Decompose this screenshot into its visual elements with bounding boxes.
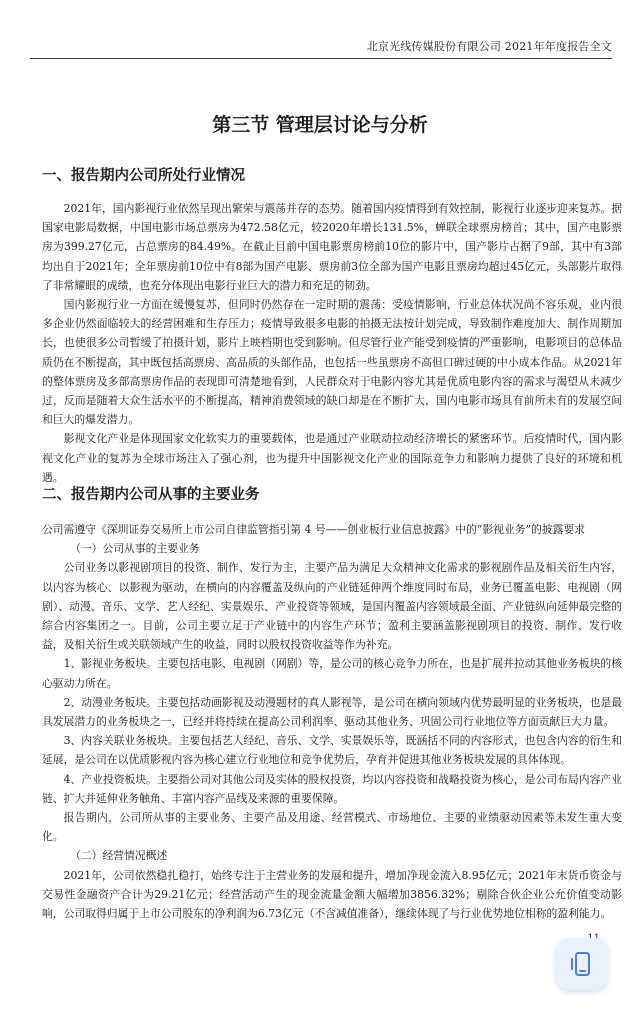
paragraph: 4、产业投资板块。主要指公司对其他公司及实体的股权投资，均以内容投资和战略投资为核心，是公司布局内容产业链、扩大并延伸业务触角、丰富内容产品线及来源的重要保障。: [42, 772, 622, 805]
paragraph: 影视文化产业是体现国家文化软实力的重要载体，也是通过产业联动拉动经济增长的紧密环节。后疫情时代，国内影视文化产业的复苏为全球市场注入了强心剂，也为提升中国影视文化产业的国际竞争力和影响力提供了良好的环境和机遇。: [42, 432, 622, 484]
subheading-operations: （二）经营情况概述: [70, 849, 168, 863]
paragraph: 2021年，国内影视行业依然呈现出繁荣与震荡并存的态势。随着国内疫情得到有效控制，影视行业逐步迎来复苏。据国家电影局数据，中国电影市场总票房为472.58亿元，较2020年增长131.5%，蝉联全球票房榜首；其中，国产电影票房为399.27亿元，占总票房的84.49%。在截止目前中国电影票房榜前10位的影片中，国产影片占据了9部，其中有3部均出自于2021年；全年票房前10位中有8部为国产电影、票房前3位全部为国产电影且票房均超过45亿元，头部影片取得了非常耀眼的成绩，也充分体现出电影行业巨大的潜力和充足的韧劲。: [42, 202, 622, 292]
phone-icon: [567, 949, 597, 979]
header-rule: [30, 58, 612, 59]
paragraph: 1、影视业务板块。主要包括电影、电视剧（网剧）等，是公司的核心竞争力所在，也是扩展并拉动其他业务板块的核心驱动力所在。: [42, 657, 622, 690]
heading-main-business: 二、报告期内公司从事的主要业务: [42, 487, 260, 503]
paragraph: 报告期内，公司所从事的主要业务、主要产品及用途、经营模式、市场地位、主要的业绩驱动因素等未发生重大变化。: [42, 811, 622, 844]
business-section-body: [42, 520, 622, 923]
disclosure-intro: 公司需遵守《深圳证券交易所上市公司自律监管指引第 4 号——创业板行业信息披露》中的“影视业务”的披露要求: [42, 523, 586, 536]
section-title: 第三节 管理层讨论与分析: [212, 114, 428, 136]
running-header: 北京光线传媒股份有限公司 2021年年度报告全文: [366, 40, 612, 53]
phone-view-button[interactable]: [556, 938, 608, 990]
paragraph: 3、内容关联业务板块。主要包括艺人经纪、音乐、文学、实景娱乐等，既涵括不同的内容形式，也包含内容的衍生和延展，是公司在以优质影视内容为核心建立行业地位和竞争优势后，孕育并促进其他业务板块发展的具体体现。: [42, 734, 622, 767]
paragraph: 公司业务以影视剧项目的投资、制作、发行为主，主要产品为满足大众精神文化需求的影视剧作品及相关衍生内容，以内容为核心、以影视为驱动，在横向的内容覆盖及纵向的产业链延伸两个维度同时布局，业务已覆盖电影、电视剧（网剧）、动漫、音乐、文学、艺人经纪、实景娱乐、产业投资等领域，是国内覆盖内容领域最全面、产业链纵向延伸最完整的综合内容集团之一。目前，公司主要立足于产业链中的内容生产环节；盈利主要涵盖影视剧项目的投资、制作、发行收益，及相关衍生或关联领域产生的收益，同时以股权投资收益等作为补充。: [42, 561, 622, 652]
heading-industry: 一、报告期内公司所处行业情况: [42, 168, 245, 184]
paragraph: 2、动漫业务板块。主要包括动画影视及动漫题材的真人影视等，是公司在横向领域内优势最明显的业务板块，也是最具发展潜力的业务板块之一，已经并将持续在提高公司利润率、驱动其他业务、巩固公司行业地位等方面贡献巨大力量。: [42, 695, 622, 729]
paragraph: 国内影视行业一方面在缓慢复苏，但同时仍然存在一定时期的震荡：受疫情影响，行业总体状况尚不容乐观，业内很多企业仍然面临较大的经营困难和生存压力；疫情导致很多电影的拍摄无法按计划完成，导致制作难度加大、制作周期加长，也使很多公司暂缓了拍摄计划，影片上映档期也受到影响。但尽管行业产能受到疫情的严重影响，电影项目的总体品质仍在不断提高，其中既包括高票房、高品质的头部作品，也包括一些虽票房不高但口碑过硬的中小成本作品。从2021年的整体票房及多部高票房作品的表现即可清楚地看到，人民群众对于电影内容尤其是优质电影内容的需求与渴望从未减少过，反而是随着大众生活水平的不断提高，精神消费领域的缺口却是在不断扩大，国内电影市场具有前所未有的发展空间和巨大的爆发潜力。: [42, 298, 622, 427]
paragraph: 2021年，公司依然稳扎稳打，始终专注于主营业务的发展和提升，增加净现金流入8.95亿元；2021年末货币资金与交易性金融资产合计为29.21亿元；经营活动产生的现金流量金额大幅增加3856.32%；剔除合伙企业公允价值变动影响，公司取得归属于上市公司股东的净利润为6.73亿元（不含减值准备），继续体现了与行业优势地位相称的盈利能力。: [42, 868, 622, 921]
subheading-main-business: （一）公司从事的主要业务: [70, 542, 200, 556]
industry-section-body: [42, 199, 622, 487]
